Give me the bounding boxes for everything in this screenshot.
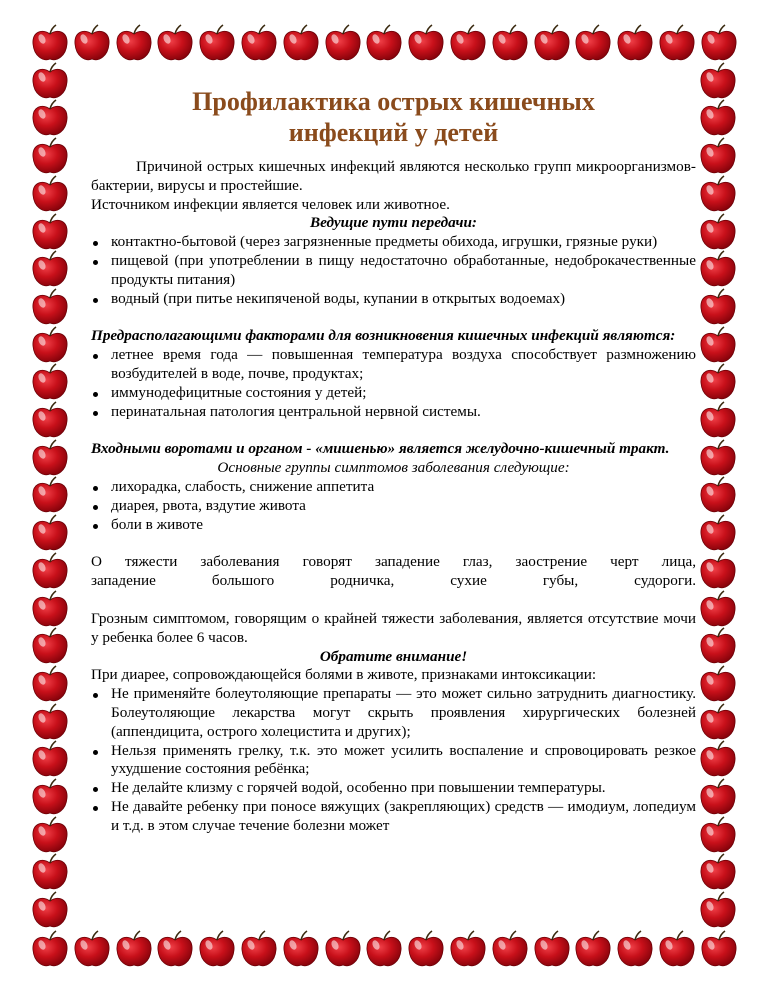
apple-icon	[30, 930, 70, 970]
severity-line-1: О тяжести заболевания говорят западение глаз, заострение черт лица,	[91, 553, 696, 571]
apple-icon	[699, 930, 739, 970]
attention-intro: При диарее, сопровождающейся болями в животе, признаками интоксикации:	[91, 666, 597, 684]
list-item: Не давайте ребенку при поносе вяжущих (закрепляющих) средств — имодиум, лопедиум и т.д. в этом случае течение болезни может	[91, 798, 696, 836]
apple-icon	[30, 590, 70, 630]
apple-icon	[30, 514, 70, 554]
apple-icon	[30, 24, 70, 64]
apple-icon	[30, 175, 70, 215]
transmission-heading: Ведущие пути передачи:	[310, 214, 477, 232]
symptoms-list	[91, 478, 696, 534]
severity-line-2: западение большого родничка, сухие губы, судороги.	[91, 572, 696, 590]
apple-icon	[698, 250, 738, 290]
apple-icon	[30, 703, 70, 743]
factors-list	[91, 346, 696, 421]
apple-icon	[114, 24, 154, 64]
title-line-1: Профилактика острых кишечных	[192, 87, 595, 116]
apple-icon	[699, 24, 739, 64]
apple-icon	[72, 930, 112, 970]
apple-icon	[657, 930, 697, 970]
apple-icon	[30, 552, 70, 592]
list-item: лихорадка, слабость, снижение аппетита	[91, 478, 696, 497]
apple-icon	[698, 853, 738, 893]
apple-icon	[448, 930, 488, 970]
list-item: Не делайте клизму с горячей водой, особенно при повышении температуры.	[91, 779, 696, 798]
apple-icon	[30, 401, 70, 441]
list-item: перинатальная патология центральной нервной системы.	[91, 403, 696, 422]
infection-source: Источником инфекции является человек или животное.	[91, 195, 450, 213]
apple-icon	[406, 930, 446, 970]
apple-icon	[197, 930, 237, 970]
apple-icon	[698, 740, 738, 780]
apple-icon	[30, 439, 70, 479]
apple-icon	[698, 778, 738, 818]
apple-icon	[532, 930, 572, 970]
apple-icon	[698, 288, 738, 328]
list-item: пищевой (при употреблении в пищу недостаточно обработанные, недоброкачественные продукты питания)	[91, 252, 696, 290]
apple-icon	[30, 665, 70, 705]
apple-icon	[364, 24, 404, 64]
apple-icon	[573, 930, 613, 970]
apple-icon	[698, 439, 738, 479]
list-item: летнее время года — повышенная температура воздуха способствует размножению возбудителей в воде, почве, продуктах;	[91, 346, 696, 384]
factors-heading: Предрасполагающими факторами для возникновения кишечных инфекций являются:	[91, 327, 676, 345]
apple-icon	[30, 816, 70, 856]
list-item: контактно-бытовой (через загрязненные предметы обихода, игрушки, грязные руки)	[91, 233, 696, 252]
apple-icon	[30, 891, 70, 931]
apple-icon	[698, 175, 738, 215]
apple-icon	[30, 250, 70, 290]
apple-icon	[698, 627, 738, 667]
apple-icon	[30, 62, 70, 102]
transmission-list	[91, 233, 696, 308]
apple-icon	[698, 703, 738, 743]
apple-icon	[30, 853, 70, 893]
apple-icon	[155, 930, 195, 970]
leaflet-content	[91, 86, 696, 836]
apple-icon	[698, 514, 738, 554]
apple-icon	[155, 24, 195, 64]
apple-icon	[698, 476, 738, 516]
title-line-2: инфекций у детей	[288, 118, 499, 147]
apple-icon	[30, 99, 70, 139]
apple-icon	[490, 930, 530, 970]
list-item: Не применяйте болеутоляющие препараты — это может сильно затруднить диагностику. Болеутоляющие лекарства могут скрыть проявления хирургических болезней (аппендицита, острого холецистита и других);	[91, 685, 696, 741]
page-title	[91, 86, 696, 148]
apple-icon	[364, 930, 404, 970]
apple-icon	[30, 740, 70, 780]
attention-heading: Обратите внимание!	[319, 647, 468, 665]
list-item: Нельзя применять грелку, т.к. это может усилить воспаление и спровоцировать резкое ухудшение состояния ребёнка;	[91, 742, 696, 780]
apple-icon	[72, 24, 112, 64]
apple-icon	[698, 326, 738, 366]
threat-paragraph: Грозным симптомом, говорящим о крайней тяжести заболевания, является отсутствие мочи у ребенка более 6 часов.	[91, 609, 696, 646]
apple-icon	[698, 137, 738, 177]
apple-icon	[323, 24, 363, 64]
apple-icon	[698, 401, 738, 441]
apple-icon	[698, 99, 738, 139]
apple-icon	[698, 891, 738, 931]
apple-icon	[532, 24, 572, 64]
apple-icon	[281, 930, 321, 970]
apple-icon	[698, 62, 738, 102]
apple-icon	[30, 627, 70, 667]
apple-icon	[448, 24, 488, 64]
apple-icon	[698, 816, 738, 856]
list-item: водный (при питье некипяченой воды, купании в открытых водоемах)	[91, 290, 696, 309]
apple-icon	[323, 930, 363, 970]
apple-icon	[239, 24, 279, 64]
apple-icon	[30, 326, 70, 366]
list-item: боли в животе	[91, 516, 696, 535]
apple-icon	[490, 24, 530, 64]
entry-heading: Входными воротами и органом - «мишенью» является желудочно-кишечный тракт.	[91, 440, 670, 458]
apple-icon	[197, 24, 237, 64]
apple-icon	[30, 288, 70, 328]
list-item: диарея, рвота, вздутие живота	[91, 497, 696, 516]
attention-list	[91, 685, 696, 835]
apple-icon	[698, 213, 738, 253]
apple-icon	[30, 213, 70, 253]
symptoms-heading: Основные группы симптомов заболевания следующие:	[217, 459, 570, 477]
apple-icon	[698, 363, 738, 403]
apple-icon	[114, 930, 154, 970]
apple-icon	[657, 24, 697, 64]
apple-icon	[239, 930, 279, 970]
apple-icon	[30, 363, 70, 403]
apple-icon	[406, 24, 446, 64]
apple-icon	[615, 24, 655, 64]
apple-icon	[698, 665, 738, 705]
apple-icon	[30, 137, 70, 177]
list-item: иммунодефицитные состояния у детей;	[91, 384, 696, 403]
apple-icon	[281, 24, 321, 64]
apple-icon	[30, 778, 70, 818]
apple-icon	[30, 476, 70, 516]
apple-icon	[698, 552, 738, 592]
apple-icon	[615, 930, 655, 970]
apple-icon	[698, 590, 738, 630]
apple-icon	[573, 24, 613, 64]
intro-paragraph: Причиной острых кишечных инфекций являются несколько групп микроорганизмов- бактерии, вирусы и простейшие.	[91, 158, 696, 194]
